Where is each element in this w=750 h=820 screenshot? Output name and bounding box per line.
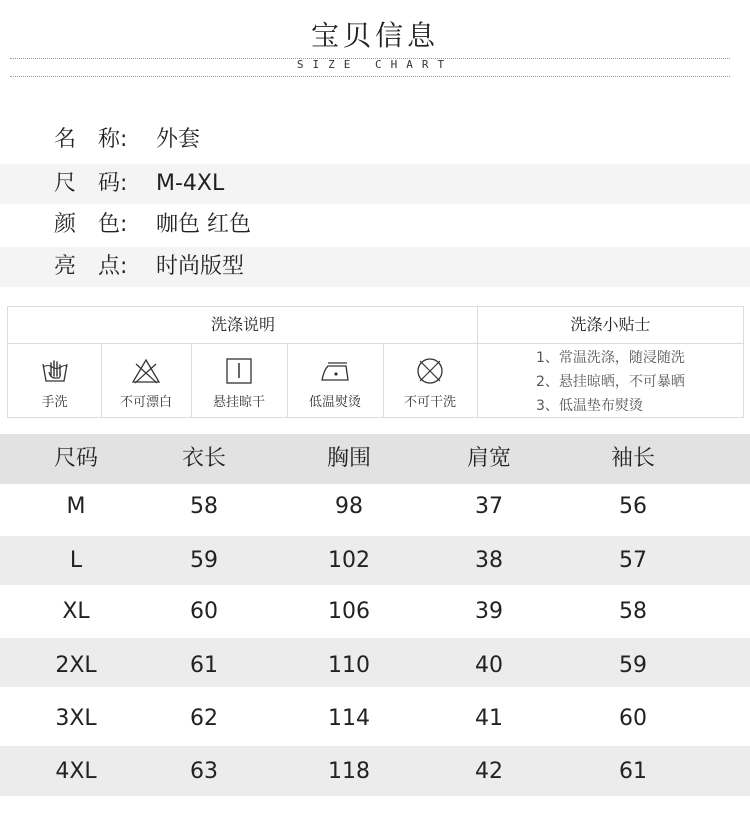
table-cell: 58 [190, 494, 218, 519]
table-row [0, 687, 750, 746]
table-row [0, 536, 750, 585]
table-cell: 61 [619, 759, 647, 784]
dotted-divider [10, 76, 730, 77]
info-value: M-4XL [156, 171, 225, 196]
header-cell: 袖长 [610, 446, 655, 471]
table-cell: L [69, 548, 83, 573]
table-cell: 60 [190, 599, 218, 624]
table-cell: 114 [328, 706, 370, 731]
care-label: 悬挂晾干 [212, 395, 265, 410]
table-cell: 38 [475, 548, 503, 573]
table-cell: 59 [190, 548, 218, 573]
table-cell: 62 [190, 706, 218, 731]
table-cell: 2XL [55, 653, 97, 678]
table-row [0, 585, 750, 638]
no-dry-clean-icon [415, 356, 445, 386]
table-cell: 118 [328, 759, 370, 784]
table-cell: 56 [619, 494, 647, 519]
care-item-iron-low [287, 344, 384, 417]
table-cell: M [66, 494, 86, 519]
table-cell: 63 [190, 759, 218, 784]
tip-item: 2、悬挂晾晒，不可暴晒 [536, 374, 685, 390]
info-value: 咖色 红色 [156, 212, 251, 237]
header-cell: 尺码 [53, 446, 98, 471]
info-row [0, 164, 750, 204]
info-row [0, 205, 750, 245]
table-cell: 58 [619, 599, 647, 624]
page-title: 宝贝信息 [310, 19, 439, 52]
table-cell: 106 [328, 599, 370, 624]
info-value: 时尚版型 [156, 254, 245, 279]
table-cell: 61 [190, 653, 218, 678]
tip-item: 1、常温洗涤，随浸随洗 [536, 350, 685, 366]
info-label: 尺 码: [54, 171, 128, 196]
header-cell: 肩宽 [466, 446, 511, 471]
header-cell: 胸围 [326, 446, 371, 471]
info-label: 亮 点: [54, 254, 128, 279]
tip-item: 3、低温垫布熨烫 [536, 398, 643, 414]
iron-low-icon [320, 356, 350, 386]
tips-heading: 洗涤小贴士 [478, 307, 743, 344]
info-label: 颜 色: [54, 212, 128, 237]
table-cell: 3XL [55, 706, 97, 731]
table-cell: 57 [619, 548, 647, 573]
table-cell: 39 [475, 599, 503, 624]
table-cell: 4XL [55, 759, 97, 784]
table-cell: 37 [475, 494, 503, 519]
table-cell: 42 [475, 759, 503, 784]
care-item-no-dry-clean [383, 344, 477, 417]
tips-list [478, 344, 743, 417]
table-row [0, 638, 750, 687]
table-cell: XL [62, 599, 90, 624]
table-cell: 59 [619, 653, 647, 678]
table-cell: 110 [328, 653, 370, 678]
page-subtitle: SIZE CHART [296, 58, 454, 71]
table-cell: 60 [619, 706, 647, 731]
info-row [0, 247, 750, 287]
table-row [0, 484, 750, 536]
care-label: 不可干洗 [403, 395, 456, 410]
care-label: 低温熨烫 [308, 395, 361, 410]
table-cell: 98 [335, 494, 363, 519]
care-heading: 洗涤说明 [8, 307, 478, 344]
care-label: 不可漂白 [119, 395, 172, 410]
table-cell: 40 [475, 653, 503, 678]
header-cell: 衣长 [181, 446, 226, 471]
care-label: 手洗 [41, 395, 68, 410]
care-item-hang-dry [191, 344, 288, 417]
size-table-header [0, 434, 750, 484]
care-item-hand-wash [8, 344, 102, 417]
hand-wash-icon [40, 356, 70, 386]
table-row [0, 746, 750, 796]
table-cell: 102 [328, 548, 370, 573]
care-panel [7, 306, 744, 418]
info-value: 外套 [156, 127, 201, 152]
table-cell: 41 [475, 706, 503, 731]
info-label: 名 称: [54, 127, 128, 152]
hang-dry-icon [224, 356, 254, 386]
info-row [0, 120, 750, 160]
care-item-no-bleach [101, 344, 192, 417]
no-bleach-icon [131, 356, 161, 386]
